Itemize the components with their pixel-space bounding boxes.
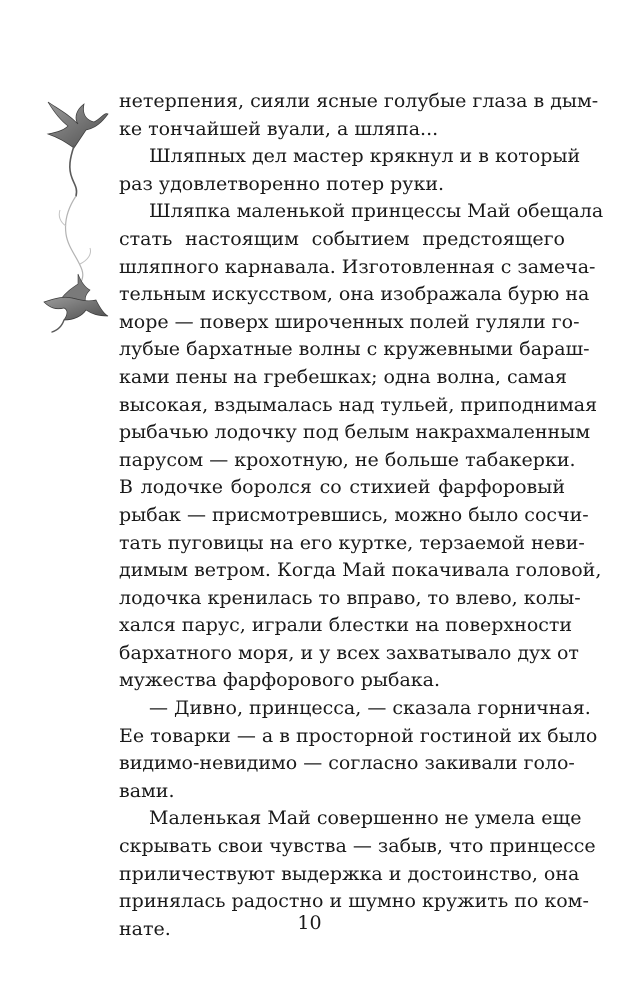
text-line: Шляпных дел мастер крякнул и в который <box>149 145 581 168</box>
text-line: принялась радостно и шумно кружить по ком- <box>119 890 589 913</box>
text-line: рыбак — присмотревшись, можно было сосчи- <box>119 503 589 526</box>
text-line: Шляпка маленькой принцессы Май обещала <box>149 200 604 223</box>
text-line: димым ветром. Когда Май покачивала головой, <box>119 559 602 582</box>
text-line: шляпного карнавала. Изготовленная с замеча- <box>119 255 596 278</box>
text-line: тать пуговицы на его куртке, терзаемой неви- <box>119 531 585 554</box>
text-line: рыбачью лодочку под белым накрахмаленным <box>119 421 591 444</box>
upper-dragon-icon <box>48 102 108 196</box>
text-line: мужества фарфорового рыбака. <box>119 669 441 692</box>
paragraph <box>119 198 604 695</box>
text-line: хался парус, играли блестки на поверхности <box>119 614 573 637</box>
text-line: ке тончайшей вуали, а шляпа... <box>119 117 439 140</box>
lower-dragon-icon <box>44 274 108 332</box>
text-line: Маленькая Май совершенно не умела еще <box>149 807 582 830</box>
text-line: парусом — крохотную, не больше табакерки. <box>119 448 576 471</box>
text-line: скрывать свои чувства — забыв, что принцессе <box>119 835 596 858</box>
paragraph <box>119 695 598 805</box>
text-line: лодочка кренилась то вправо, то влево, колы- <box>119 586 581 609</box>
body-text <box>119 88 604 943</box>
text-line: тельным искусством, она изображала бурю на <box>119 283 590 306</box>
text-line: нетерпения, сияли ясные голубые глаза в дым- <box>119 90 599 112</box>
text-line: вами. <box>119 779 175 802</box>
text-line: — Дивно, принцесса, — сказала горничная. <box>149 697 591 720</box>
text-line: видимо-невидимо — согласно закивали голо- <box>119 752 575 775</box>
text-line: высокая, вздымалась над тульей, приподнимая <box>119 393 598 416</box>
text-line: раз удовлетворенно потер руки. <box>119 172 445 195</box>
text-line: ками пены на гребешках; одна волна, самая <box>119 365 568 388</box>
text-line: стать настоящим событием предстоящего <box>119 227 565 250</box>
text-line: море — поверх широченных полей гуляли го- <box>119 310 580 333</box>
paragraph <box>119 143 581 198</box>
text-line: бархатного моря, и у всех захватывало дух от <box>119 641 579 664</box>
vine-stem <box>65 196 82 286</box>
text-line: нате. <box>119 917 171 940</box>
text-line: лубые бархатные волны с кружевными бараш- <box>119 338 590 361</box>
text-line: Ее товарки — а в просторной гостиной их было <box>119 724 598 747</box>
paragraph <box>119 88 599 143</box>
text-line: В лодочке боролся со стихией фарфоровый <box>119 476 565 499</box>
page-number: 10 <box>297 912 322 934</box>
dragon-ornament-icon <box>38 88 110 338</box>
text-line: приличествуют выдержка и достоинство, она <box>119 862 580 885</box>
